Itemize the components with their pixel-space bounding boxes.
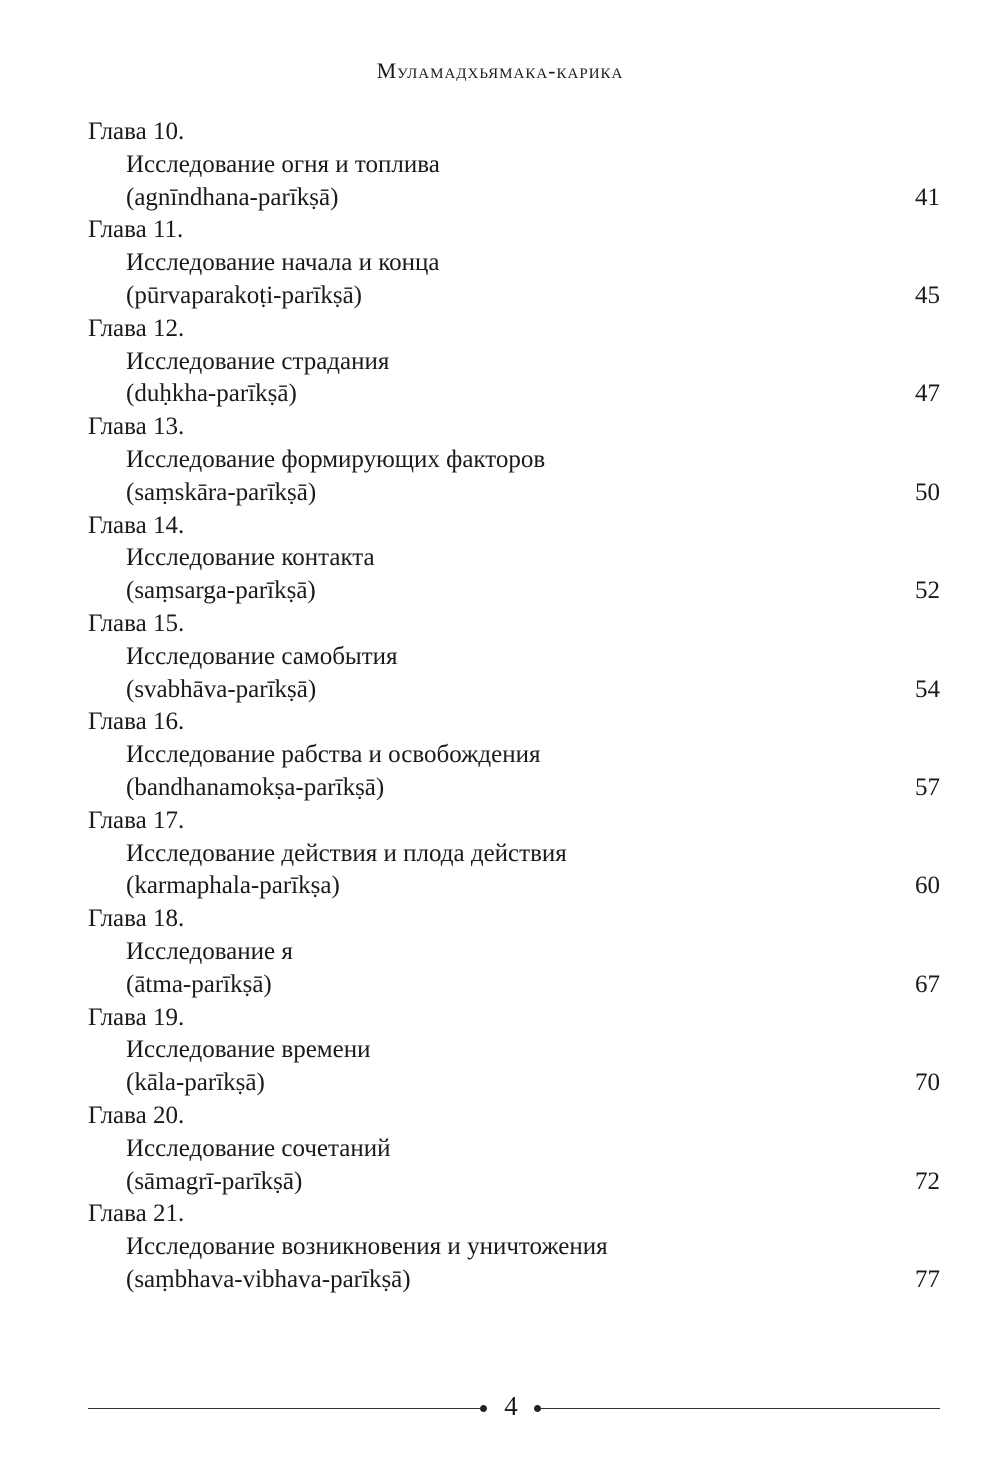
chapter-label: Глава 11.: [88, 216, 184, 244]
sanskrit-title: (saṃsarga-parīkṣā): [126, 577, 316, 605]
toc-entry[interactable]: [88, 706, 940, 804]
chapter-title: Исследование я: [126, 937, 293, 965]
chapter-label: Глава 14.: [88, 511, 185, 539]
toc-entry[interactable]: [88, 1100, 940, 1198]
toc-entry[interactable]: [88, 510, 940, 608]
chapter-label: Глава 13.: [88, 413, 185, 441]
chapter-title: Исследование самобытия: [126, 642, 398, 670]
sanskrit-title: (pūrvaparakoṭi-parīkṣā): [126, 281, 362, 309]
sanskrit-title: (saṃbhava-vibhava-parīkṣā): [126, 1265, 411, 1293]
chapter-label: Глава 17.: [88, 806, 185, 834]
table-of-contents: [88, 116, 940, 1297]
sanskrit-title: (duḥkha-parīkṣā): [126, 380, 297, 408]
page-number: 67: [915, 970, 940, 998]
toc-entry[interactable]: [88, 313, 940, 411]
chapter-label: Глава 19.: [88, 1003, 185, 1031]
page-number: 72: [915, 1167, 940, 1195]
toc-entry[interactable]: [88, 214, 940, 312]
page-number: 77: [915, 1265, 940, 1293]
chapter-title: Исследование контакта: [126, 544, 375, 572]
page-number: 50: [915, 478, 940, 506]
running-head: Муламадхьямака-карика: [376, 58, 624, 83]
toc-entry[interactable]: [88, 805, 940, 903]
page-number: 41: [915, 183, 940, 211]
sanskrit-title: (agnīndhana-parīkṣā): [126, 183, 339, 211]
footer-rule-right: [540, 1408, 940, 1409]
sanskrit-title: (ātma-parīkṣā): [126, 970, 272, 998]
chapter-label: Глава 10.: [88, 118, 185, 145]
toc-entry[interactable]: [88, 116, 940, 214]
sanskrit-title: (sāmagrī-parīkṣā): [126, 1167, 303, 1195]
chapter-label: Глава 16.: [88, 708, 185, 736]
sanskrit-title: (bandhanamokṣa-parīkṣā): [126, 773, 385, 801]
sanskrit-title: (kāla-parīkṣā): [126, 1069, 265, 1097]
toc-entry[interactable]: [88, 411, 940, 509]
page-footer: [88, 1370, 940, 1421]
toc-entry[interactable]: [88, 608, 940, 706]
chapter-label: Глава 20.: [88, 1101, 185, 1129]
chapter-label: Глава 12.: [88, 314, 185, 342]
page-number: 45: [915, 281, 940, 309]
chapter-title: Исследование сочетаний: [126, 1134, 391, 1162]
footer-rule-left: [88, 1408, 480, 1409]
toc-entry[interactable]: [88, 1002, 940, 1100]
chapter-label: Глава 21.: [88, 1200, 185, 1228]
chapter-title: Исследование страдания: [126, 347, 390, 375]
chapter-label: Глава 15.: [88, 609, 185, 637]
page-number: 47: [915, 380, 940, 408]
folio-number: 4: [504, 1391, 518, 1421]
toc-entry[interactable]: [88, 1198, 940, 1296]
sanskrit-title: (saṃskāra-parīkṣā): [126, 478, 317, 506]
toc-entry[interactable]: [88, 903, 940, 1001]
page-number: 70: [915, 1069, 940, 1097]
chapter-title: Исследование действия и плода действия: [126, 839, 567, 867]
chapter-label: Глава 18.: [88, 905, 185, 933]
page-number: 54: [915, 675, 940, 703]
chapter-title: Исследование начала и конца: [126, 249, 440, 277]
page-number: 60: [915, 872, 940, 900]
sanskrit-title: (karmaphala-parīkṣa): [126, 872, 340, 900]
sanskrit-title: (svabhāva-parīkṣā): [126, 675, 317, 703]
chapter-title: Исследование формирующих факторов: [126, 445, 546, 473]
footer-ornament-dot: [480, 1405, 487, 1412]
chapter-title: Исследование времени: [126, 1036, 371, 1064]
chapter-title: Исследование рабства и освобождения: [126, 741, 541, 769]
chapter-title: Исследование огня и топлива: [126, 150, 440, 178]
page-number: 52: [915, 577, 940, 605]
chapter-title: Исследование возникновения и уничтожения: [126, 1233, 608, 1261]
page-number: 57: [915, 773, 940, 801]
